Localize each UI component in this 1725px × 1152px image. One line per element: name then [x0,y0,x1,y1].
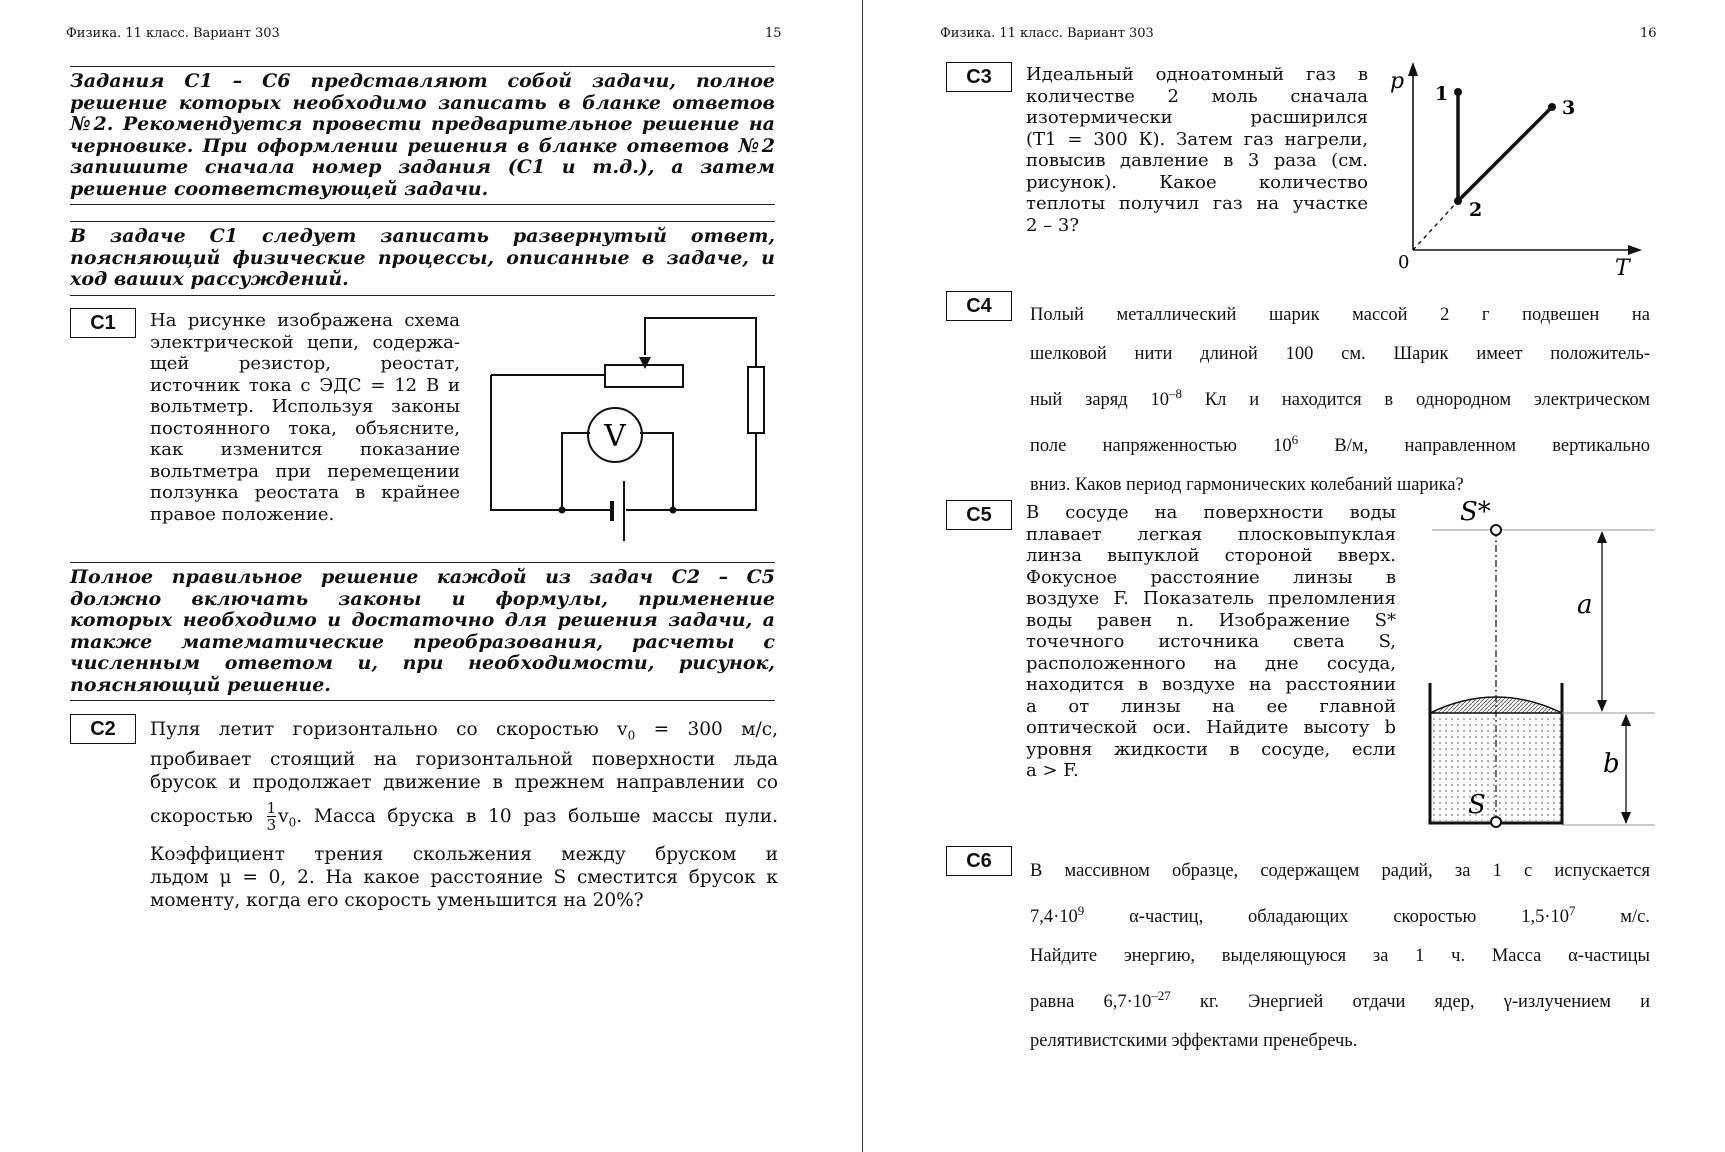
text-line: релятивистскими эффектами пренебречь. [1030,1031,1358,1052]
right-header: Физика. 11 класс. Вариант 303 [940,26,1154,41]
text-line [1030,420,1650,466]
velocity-symbol [617,719,778,743]
resistor [748,367,764,433]
text-span: α-частиц, обладающих скоростью [1084,907,1522,928]
x-axis-arrow [1628,245,1642,255]
pt-graph [1380,58,1645,278]
text-line: находится в воздухе на расстоянии [1026,674,1396,695]
circuit-wire [645,318,756,367]
rule [70,204,775,205]
instruction-line: поясняющий физические процессы, описанные в задаче, и [70,246,775,269]
instruction-line: численным ответом и, при необходимости, рисунок, [70,652,775,674]
source-label: S [1468,790,1486,820]
arrowhead [1621,714,1631,726]
instruction-line: решение которых необходимо записать в бланке ответов [70,91,775,114]
text-line: a > F. [1026,760,1079,781]
task-c1-label: С1 [70,308,136,338]
text-span: скоростью [150,805,253,827]
text-line: вольтметра при перемещении [150,460,460,482]
text-line: В массивном образце, содержащем радий, за 1 с испускается [1030,861,1650,881]
text-line: a от линзы на ее главной [1026,695,1396,717]
text-line: правое положение. [150,503,335,525]
text-line: теплоты получил газ на участке [1026,193,1368,214]
instruction-line: В задаче С1 следует записать развернутый ответ, [70,225,775,247]
text-line: повысив давление в 3 раза (см. [1026,150,1368,171]
image-label: S* [1460,497,1491,527]
text-line: шелковой нити длиной 100 см. Шарик имеет положитель- [1030,344,1650,364]
text-line: (T1 = 300 К). Затем газ нагрели, [1026,128,1368,150]
graph-point [1454,197,1462,205]
text-line: Идеальный одноатомный газ в [1026,64,1368,85]
rule [70,700,775,701]
text-line: воздухе F. Показатель преломления [1026,588,1396,609]
text-line: оптической оси. Найдите высоту b [1026,717,1396,738]
superscript: –27 [1151,988,1171,1004]
text-span: . Масса бруска в 10 раз больше массы пули. [296,805,778,827]
rule [70,295,775,296]
text-span: v [278,805,289,827]
instructions-c2-c5 [70,567,775,696]
point-3-label: 3 [1562,97,1576,119]
text-span: = 300 м/с, [635,719,778,740]
junction-dot [670,507,677,514]
fraction-numerator: 1 [266,799,277,818]
superscript: –8 [1169,386,1183,401]
task-c3-text [1026,64,1368,236]
text-span: Пуля летит горизонтально со скоростью [150,719,599,740]
instruction-line: черновике. При оформлении решения в бланке ответов №2 [70,134,775,157]
text-line: Фокусное расстояние линзы в [1026,566,1396,588]
text-line: плавает легкая плосковыпуклая [1026,523,1396,545]
text-span: ный заряд 10 [1030,390,1170,411]
page-divider [862,0,863,1152]
task-c2-text [150,718,778,912]
task-c3-label: С3 [946,62,1012,92]
circuit-wire [626,433,756,510]
vessel-lens-diagram [1420,495,1660,835]
subscript: 0 [288,815,297,830]
text-line: Полый металлический шарик массой 2 г подвешен на [1030,305,1650,325]
task-c4-label: С4 [946,291,1012,321]
point-2-label: 2 [1469,199,1483,221]
text-span: 1,5·10 [1521,907,1569,928]
instruction-line: Полное правильное решение каждой из задач С2 – С5 [70,566,775,588]
text-line: расположенного на дне сосуда, [1026,652,1396,674]
slider-arrow [639,357,651,369]
text-line: вниз. Каков период гармонических колебаний шарика? [1030,475,1464,496]
rule [70,562,775,563]
text-line: вольтметр. Используя законы [150,396,460,417]
text-line: щей резистор, реостат, [150,353,460,374]
dist-a-label: a [1577,590,1593,620]
text-line: постоянного тока, объясните, [150,417,460,439]
graph-point [1548,103,1556,111]
text-line: ползунка реостата в крайнее [150,482,460,503]
text-line: точечного источника света S, [1026,631,1396,652]
circuit-wire [562,433,590,510]
text-line: источник тока с ЭДС = 12 В и [150,374,460,396]
point-1-label: 1 [1435,83,1449,105]
arrowhead [1621,812,1631,824]
task-c1-text [150,310,460,525]
arrowhead [1597,531,1607,543]
text-line [150,800,778,840]
origin-label: 0 [1398,252,1410,273]
text-line: как изменится показание [150,439,460,460]
text-line: электрической цепи, содержа- [150,331,460,353]
text-span: В/м, направленном вертикально [1298,436,1650,457]
text-line: количестве 2 моль сначала [1026,85,1368,107]
text-line [150,718,778,748]
text-line: льдом μ = 0, 2. На какое расстояние S сместится брусок к [150,867,778,889]
task-c5-text [1026,502,1396,782]
instruction-line: поясняющий решение. [70,673,331,696]
junction-dot [559,507,566,514]
source-point [1491,817,1501,827]
arrowhead [1597,700,1607,712]
text-span: поле напряженностью 10 [1030,436,1292,457]
instruction-line: №2. Рекомендуется провести предварительное решение на [70,113,775,135]
text-span: 7,4·10 [1030,907,1078,928]
instruction-line: решение соответствующей задачи. [70,177,489,200]
superscript: 7 [1568,903,1576,918]
left-page-number: 15 [765,26,782,41]
process-2-3 [1458,107,1552,201]
dist-b-label: b [1603,749,1620,779]
text-line: линза выпуклой стороной вверх. [1026,545,1396,566]
instruction-line: должно включать законы и формулы, применение [70,587,775,610]
x-axis-label: T [1615,256,1630,278]
text-line: пробивает стоящий на горизонтальной поверхности льда [150,748,778,770]
text-line: Коэффициент трения скольжения между бруском и [150,844,778,866]
voltmeter-symbol: V [604,419,626,454]
text-line: уровня жидкости в сосуде, если [1026,738,1396,760]
text-line: изотермически расширился [1026,107,1368,128]
superscript: 9 [1077,903,1085,918]
text-line: На рисунке изображена схема [150,310,460,331]
rule [70,221,775,222]
isotherm-extension [1413,201,1458,250]
graph-point [1454,88,1462,96]
instruction-line: Задания С1 – С6 представляют собой задачи, полное [70,70,775,92]
text-span: Кл и находится в однородном электрическом [1182,390,1651,411]
text-line: рисунок). Какое количество [1026,171,1368,193]
instructions-c1 [70,226,775,291]
circuit-wire [626,433,673,510]
fraction-denominator: 3 [266,816,277,835]
task-c2-label: С2 [70,714,136,744]
y-axis-arrow [1408,62,1418,76]
text-line [1030,374,1650,420]
task-c6-label: С6 [946,846,1012,876]
instruction-line: запишите сначала номер задания (С1 и т.д.), а затем [70,156,775,178]
text-line: воды равен n. Изображение S* [1026,609,1396,631]
left-header: Физика. 11 класс. Вариант 303 [66,26,280,41]
text-line [1030,891,1650,937]
fraction [267,800,277,833]
instruction-line: также математические преобразования, расчеты с [70,630,775,653]
text-span: равна 6,7·10 [1030,992,1152,1013]
image-point [1491,525,1501,535]
text-span: v [617,719,628,740]
circuit-wire [491,375,562,510]
rule [70,66,775,67]
task-c5-label: С5 [946,500,1012,530]
instruction-line: ход ваших рассуждений. [70,268,349,290]
right-page-number: 16 [1640,26,1657,41]
circuit-diagram [480,305,770,545]
subscript: 0 [627,728,636,743]
text-line: Найдите энергию, выделяющуюся за 1 ч. Масса α-частицы [1030,946,1650,967]
text-line: 2 – 3? [1026,214,1079,236]
instructions-c1-c6 [70,71,775,200]
text-line [1030,976,1650,1022]
rheostat [605,365,683,387]
superscript: 6 [1291,432,1299,448]
y-axis-label: p [1390,69,1405,94]
task-c6-text [1030,852,1650,1061]
task-c4-text [1030,296,1650,505]
text-line: моменту, когда его скорость уменьшится на 20%? [150,890,644,912]
instruction-line: которых необходимо и достаточно для решения задачи, а [70,609,775,631]
text-line: В сосуде на поверхности воды [1026,502,1396,523]
text-line: брусок и продолжает движение в прежнем направлении со [150,771,778,793]
text-span: кг. Энергией отдачи ядер, γ-излучением и [1170,992,1650,1013]
text-span: м/с. [1575,907,1650,928]
